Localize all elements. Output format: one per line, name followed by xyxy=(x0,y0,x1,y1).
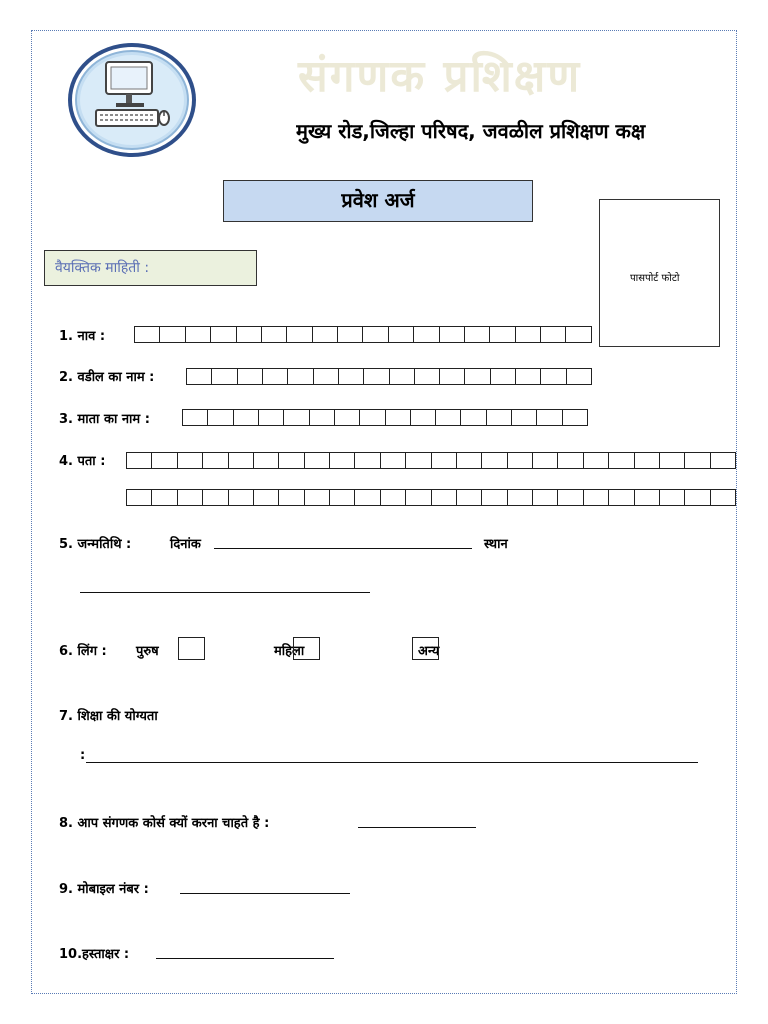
photo-label: पासपोर्ट फोटो xyxy=(630,273,680,284)
char-box[interactable] xyxy=(211,326,236,343)
photo-box xyxy=(599,199,720,347)
char-box[interactable] xyxy=(305,452,330,469)
char-box[interactable] xyxy=(411,409,436,426)
char-box[interactable] xyxy=(187,368,212,385)
dob-date-label: दिनांक xyxy=(170,537,201,552)
char-box[interactable] xyxy=(558,452,583,469)
name-input-boxes[interactable] xyxy=(134,326,592,343)
name-label: 1. नाव : xyxy=(59,329,106,344)
char-box[interactable] xyxy=(432,489,457,506)
char-box[interactable] xyxy=(711,452,736,469)
char-box[interactable] xyxy=(414,326,439,343)
mother-name-input-boxes[interactable] xyxy=(182,409,588,426)
char-box[interactable] xyxy=(330,452,355,469)
father-name-input-boxes[interactable] xyxy=(186,368,592,385)
gender-male-label: पुरुष xyxy=(136,644,159,659)
char-box[interactable] xyxy=(310,409,335,426)
char-box[interactable] xyxy=(508,452,533,469)
char-box[interactable] xyxy=(461,409,486,426)
char-box[interactable] xyxy=(178,489,203,506)
char-box[interactable] xyxy=(465,326,490,343)
address-input-boxes-line2[interactable] xyxy=(126,489,736,506)
char-box[interactable] xyxy=(339,368,364,385)
char-box[interactable] xyxy=(364,368,389,385)
char-box[interactable] xyxy=(609,489,634,506)
char-box[interactable] xyxy=(440,326,465,343)
char-box[interactable] xyxy=(541,368,566,385)
char-box[interactable] xyxy=(660,489,685,506)
char-box[interactable] xyxy=(711,489,736,506)
father-name-label: 2. वडील का नाम : xyxy=(59,370,155,385)
gender-female-checkbox[interactable] xyxy=(293,637,320,660)
computer-logo-icon xyxy=(66,40,198,160)
section-header: वैयक्तिक माहिती : xyxy=(44,250,257,286)
char-box[interactable] xyxy=(238,368,263,385)
char-box[interactable] xyxy=(685,452,710,469)
char-box[interactable] xyxy=(432,452,457,469)
mother-name-label: 3. माता का नाम : xyxy=(59,412,150,427)
char-box[interactable] xyxy=(135,326,160,343)
char-box[interactable] xyxy=(457,452,482,469)
char-box[interactable] xyxy=(160,326,185,343)
char-box[interactable] xyxy=(609,452,634,469)
char-box[interactable] xyxy=(389,326,414,343)
char-box[interactable] xyxy=(533,489,558,506)
char-box[interactable] xyxy=(262,326,287,343)
char-box[interactable] xyxy=(152,452,177,469)
char-box[interactable] xyxy=(465,368,490,385)
char-box[interactable] xyxy=(335,409,360,426)
char-box[interactable] xyxy=(127,452,152,469)
char-box[interactable] xyxy=(563,409,588,426)
char-box[interactable] xyxy=(314,368,339,385)
char-box[interactable] xyxy=(127,489,152,506)
mobile-label: 9. मोबाइल नंबर : xyxy=(59,882,149,897)
mobile-line[interactable] xyxy=(180,893,350,894)
signature-label: 10.हस्ताक्षर : xyxy=(59,947,130,962)
char-box[interactable] xyxy=(229,489,254,506)
char-box[interactable] xyxy=(212,368,237,385)
char-box[interactable] xyxy=(390,368,415,385)
char-box[interactable] xyxy=(279,489,304,506)
education-label: 7. शिक्षा की योग्यता xyxy=(59,709,158,724)
char-box[interactable] xyxy=(487,409,512,426)
gender-label: 6. लिंग : xyxy=(59,644,107,659)
char-box[interactable] xyxy=(491,368,516,385)
signature-line[interactable] xyxy=(156,958,334,959)
char-box[interactable] xyxy=(338,326,363,343)
char-box[interactable] xyxy=(183,409,208,426)
char-box[interactable] xyxy=(541,326,566,343)
char-box[interactable] xyxy=(516,368,541,385)
char-box[interactable] xyxy=(254,489,279,506)
education-line[interactable] xyxy=(86,762,698,763)
form-title: प्रवेश अर्ज xyxy=(223,180,533,222)
char-box[interactable] xyxy=(254,452,279,469)
char-box[interactable] xyxy=(178,452,203,469)
char-box[interactable] xyxy=(288,368,313,385)
char-box[interactable] xyxy=(305,489,330,506)
address-input-boxes-line1[interactable] xyxy=(126,452,736,469)
char-box[interactable] xyxy=(229,452,254,469)
gender-other-checkbox[interactable] xyxy=(412,637,439,660)
char-box[interactable] xyxy=(566,326,591,343)
char-box[interactable] xyxy=(490,326,515,343)
char-box[interactable] xyxy=(584,489,609,506)
address-label: 4. पता : xyxy=(59,454,106,469)
dob-place-line[interactable] xyxy=(80,592,370,593)
char-box[interactable] xyxy=(635,489,660,506)
char-box[interactable] xyxy=(237,326,262,343)
char-box[interactable] xyxy=(685,489,710,506)
char-box[interactable] xyxy=(203,452,228,469)
char-box[interactable] xyxy=(482,489,507,506)
gender-other-label: अन्य xyxy=(418,644,440,659)
dob-place-label: स्थान xyxy=(484,537,508,552)
char-box[interactable] xyxy=(516,326,541,343)
page-title: संगणक प्रशिक्षण xyxy=(298,51,582,102)
dob-label: 5. जन्मतिथि : xyxy=(59,537,132,552)
char-box[interactable] xyxy=(279,452,304,469)
char-box[interactable] xyxy=(533,452,558,469)
char-box[interactable] xyxy=(313,326,338,343)
char-box[interactable] xyxy=(234,409,259,426)
char-box[interactable] xyxy=(287,326,312,343)
char-box[interactable] xyxy=(406,452,431,469)
education-colon: : xyxy=(80,748,86,763)
char-box[interactable] xyxy=(381,452,406,469)
char-box[interactable] xyxy=(263,368,288,385)
char-box[interactable] xyxy=(537,409,562,426)
reason-label: 8. आप संगणक कोर्स क्यों करना चाहते है : xyxy=(59,816,270,831)
char-box[interactable] xyxy=(152,489,177,506)
char-box[interactable] xyxy=(567,368,592,385)
char-box[interactable] xyxy=(363,326,388,343)
char-box[interactable] xyxy=(558,489,583,506)
char-box[interactable] xyxy=(406,489,431,506)
char-box[interactable] xyxy=(635,452,660,469)
gender-female-label: महिला xyxy=(274,644,305,659)
char-box[interactable] xyxy=(584,452,609,469)
dob-date-line[interactable] xyxy=(214,548,472,549)
char-box[interactable] xyxy=(512,409,537,426)
char-box[interactable] xyxy=(360,409,385,426)
char-box[interactable] xyxy=(355,489,380,506)
char-box[interactable] xyxy=(330,489,355,506)
char-box[interactable] xyxy=(508,489,533,506)
char-box[interactable] xyxy=(440,368,465,385)
char-box[interactable] xyxy=(186,326,211,343)
char-box[interactable] xyxy=(415,368,440,385)
char-box[interactable] xyxy=(436,409,461,426)
char-box[interactable] xyxy=(355,452,380,469)
char-box[interactable] xyxy=(660,452,685,469)
gender-male-checkbox[interactable] xyxy=(178,637,205,660)
char-box[interactable] xyxy=(208,409,233,426)
reason-line[interactable] xyxy=(358,827,476,828)
page-border xyxy=(31,30,737,994)
char-box[interactable] xyxy=(284,409,309,426)
char-box[interactable] xyxy=(482,452,507,469)
char-box[interactable] xyxy=(457,489,482,506)
char-box[interactable] xyxy=(203,489,228,506)
address-text: मुख्य रोड,जिल्हा परिषद, जवळील प्रशिक्षण कक्ष xyxy=(296,119,646,143)
char-box[interactable] xyxy=(386,409,411,426)
char-box[interactable] xyxy=(381,489,406,506)
char-box[interactable] xyxy=(259,409,284,426)
